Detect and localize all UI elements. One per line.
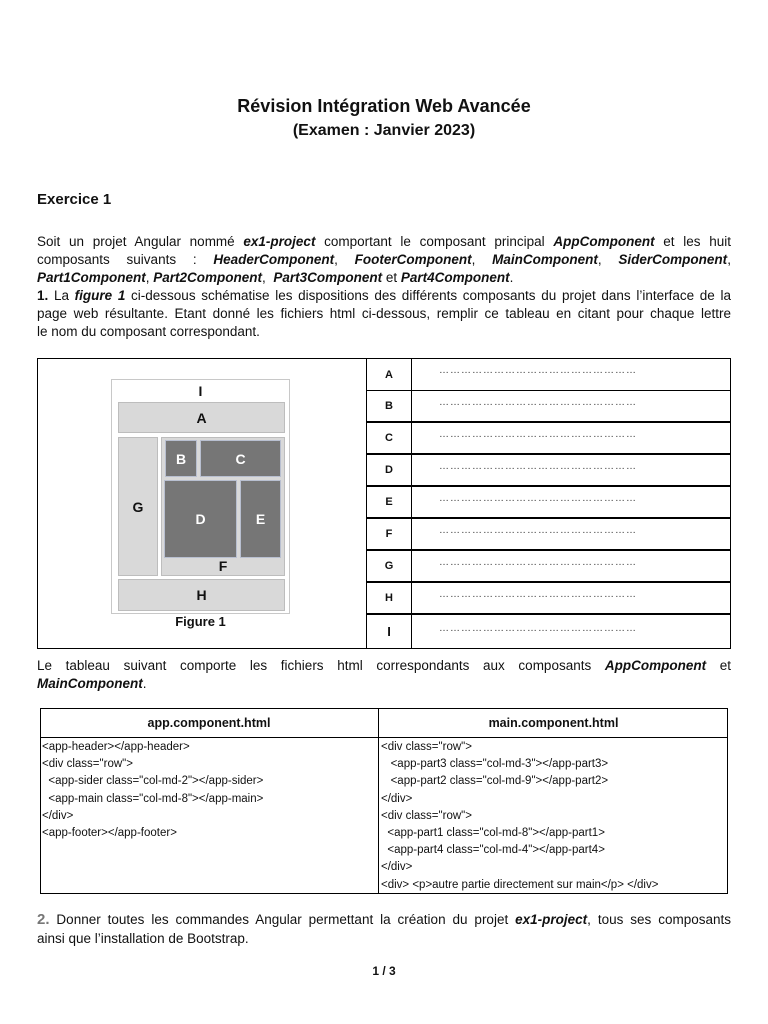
answer-row-g bbox=[366, 550, 731, 582]
page-title: Révision Intégration Web Avancée bbox=[237, 96, 531, 116]
code-table-header-divider bbox=[40, 737, 728, 738]
table-intro-text: . bbox=[142, 676, 147, 691]
answer-letter: B bbox=[367, 391, 412, 421]
answer-letter: H bbox=[367, 583, 412, 613]
answer-blank[interactable]: ……………………………………………… bbox=[439, 429, 637, 440]
table-intro-text: et bbox=[706, 658, 731, 673]
answer-row-a bbox=[366, 358, 731, 391]
intro-text: comportant le composant principal bbox=[315, 234, 554, 249]
answer-letter: G bbox=[367, 551, 412, 581]
project-name: ex1-project bbox=[515, 912, 588, 927]
code-line: </div> bbox=[381, 792, 413, 805]
page-subtitle: (Examen : Janvier 2023) bbox=[292, 122, 476, 139]
answer-blank[interactable]: ……………………………………………… bbox=[439, 461, 637, 472]
answer-letter: E bbox=[367, 487, 412, 517]
answer-row-e bbox=[366, 486, 731, 518]
code-line: <app-header></app-header> bbox=[42, 741, 190, 753]
intro-line-1 bbox=[37, 233, 731, 251]
answer-row-c bbox=[366, 422, 731, 454]
code-line: <app-footer></app-footer> bbox=[42, 827, 177, 840]
answer-blank[interactable]: ……………………………………………… bbox=[439, 589, 637, 600]
answer-letter: C bbox=[367, 423, 412, 453]
answer-letter: I bbox=[367, 615, 412, 648]
q1-text: La bbox=[48, 288, 75, 303]
component-name: SiderComponent bbox=[618, 252, 728, 267]
main-component-code bbox=[381, 739, 658, 894]
project-name: ex1-project bbox=[243, 234, 316, 249]
figure-block-c: C bbox=[200, 440, 281, 477]
figure-label-f: F bbox=[218, 558, 228, 574]
code-line: </div> bbox=[42, 809, 74, 822]
code-line: <app-part4 class="col-md-4"></app-part4> bbox=[381, 844, 605, 857]
table-intro-text: Le tableau suivant comporte les fichiers html correspondants aux composants bbox=[37, 658, 605, 673]
intro-text: et les huit bbox=[654, 234, 731, 249]
q1-line-2: page web résultante. Etant donné les fichiers html ci-dessous, remplir ce tableau en citant pour chaque lettre bbox=[37, 306, 731, 321]
answer-blank[interactable]: ……………………………………………… bbox=[439, 557, 637, 568]
code-line: <app-sider class="col-md-2"></app-sider> bbox=[42, 775, 264, 788]
component-name: FooterComponent bbox=[354, 252, 472, 267]
answer-letter: D bbox=[367, 455, 412, 485]
component-name: MainComponent bbox=[492, 252, 598, 267]
figure-caption: Figure 1 bbox=[175, 614, 226, 629]
code-line: <div class="row"> bbox=[381, 809, 472, 822]
answer-letter: A bbox=[367, 359, 412, 390]
page-number: 1 / 3 bbox=[372, 964, 396, 978]
q2-line-2: ainsi que l’installation de Bootstrap. bbox=[37, 931, 249, 946]
answer-row-d bbox=[366, 454, 731, 486]
code-line: <app-part1 class="col-md-8"></app-part1> bbox=[381, 827, 605, 840]
answer-blank[interactable]: ……………………………………………… bbox=[439, 525, 637, 536]
figure-block-a: A bbox=[118, 402, 285, 433]
code-line: <div class="row"> bbox=[381, 741, 472, 753]
intro-line-3: Part1Component, Part2Component, Part3Component et Part4Component. bbox=[37, 270, 514, 285]
main-component-name: MainComponent bbox=[37, 676, 143, 691]
app-component-name: AppComponent bbox=[604, 658, 707, 673]
answer-row-h bbox=[366, 582, 731, 614]
component-name: Part1Component bbox=[37, 270, 146, 285]
code-line: <div class="row"> bbox=[42, 758, 133, 771]
figure-label-i: I bbox=[198, 383, 203, 399]
code-line: <app-part2 class="col-md-9"></app-part2> bbox=[381, 775, 609, 788]
intro-text: et bbox=[382, 270, 401, 285]
app-component-code bbox=[42, 739, 263, 842]
intro-text: Soit un projet Angular nommé bbox=[37, 234, 244, 249]
answer-blank[interactable]: ……………………………………………… bbox=[439, 623, 637, 634]
answer-blank[interactable]: ……………………………………………… bbox=[439, 493, 637, 504]
code-line: <app-part3 class="col-md-3"></app-part3> bbox=[381, 758, 609, 771]
figure-block-h: H bbox=[118, 579, 285, 611]
code-table-header-main: main.component.html bbox=[488, 715, 619, 730]
q1-line-1 bbox=[37, 287, 731, 305]
figure-block-b: B bbox=[165, 440, 197, 477]
q1-line-3: le nom du composant correspondant. bbox=[37, 324, 260, 339]
answer-letter: F bbox=[367, 519, 412, 549]
component-name: Part3Component bbox=[273, 270, 383, 285]
component-name: Part4Component bbox=[400, 270, 510, 285]
figure-block-e: E bbox=[240, 480, 281, 558]
answer-row-f bbox=[366, 518, 731, 550]
code-line: </div> bbox=[381, 861, 413, 874]
answer-row-i bbox=[366, 614, 731, 649]
answer-blank[interactable]: ……………………………………………… bbox=[439, 397, 637, 408]
intro-text: composants suivants : bbox=[37, 252, 214, 267]
question-number: 2. bbox=[37, 911, 50, 928]
table-intro-line-2 bbox=[37, 675, 731, 693]
intro-text: . bbox=[509, 270, 514, 285]
answer-row-b bbox=[366, 390, 731, 422]
q1-text: ci-dessous schématise les dispositions des différents composants du projet dans l’interface de la bbox=[125, 288, 732, 303]
code-table-header-app: app.component.html bbox=[147, 715, 271, 730]
answer-blank[interactable]: ……………………………………………… bbox=[439, 365, 637, 376]
figure-block-d: D bbox=[164, 480, 237, 558]
q2-text: Donner toutes les commandes Angular permettant la création du projet bbox=[49, 912, 516, 927]
exercise-title: Exercice 1 bbox=[37, 191, 112, 208]
component-name: HeaderComponent bbox=[213, 252, 335, 267]
figure-reference: figure 1 bbox=[74, 288, 126, 303]
q2-text: , tous ses composants bbox=[587, 912, 731, 927]
app-component-name: AppComponent bbox=[553, 234, 655, 249]
intro-line-2: composants suivants : HeaderComponent, FooterComponent, MainComponent, SiderComponent, bbox=[37, 252, 731, 267]
table-intro-line-1 bbox=[37, 657, 731, 675]
code-line: <app-main class="col-md-8"></app-main> bbox=[42, 792, 264, 805]
figure-block-g: G bbox=[118, 437, 158, 576]
component-name: Part2Component bbox=[153, 270, 263, 285]
question-number: 1. bbox=[37, 288, 49, 303]
q2-line-1 bbox=[37, 911, 731, 929]
code-line: <div> <p>autre partie directement sur main</p> </div> bbox=[381, 878, 659, 891]
